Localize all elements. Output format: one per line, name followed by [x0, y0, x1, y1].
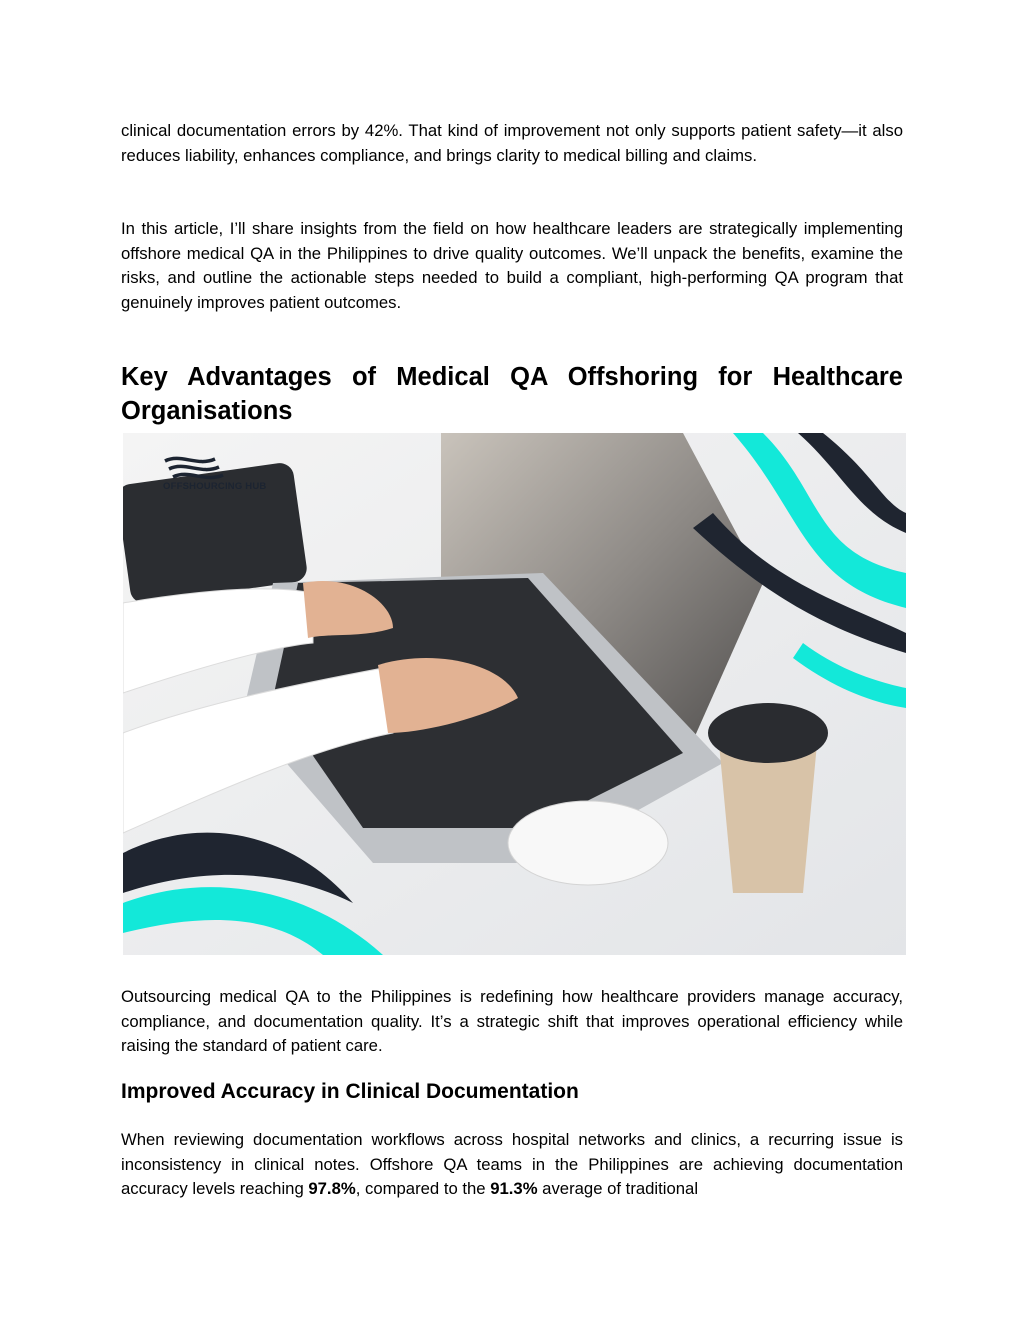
mouse-shape: [508, 801, 668, 885]
brand-logo-text: OFFSHOURCING HUB: [163, 481, 267, 492]
subsection-text-start: When reviewing documentation workflows across hospital networks and clinics, a recurring issue is inconsistency in clinical notes. Offshore QA teams in the Philippines are achieving documentation accuracy levels reaching: [121, 1130, 903, 1199]
intro-paragraph-1: clinical documentation errors by 42%. That kind of improvement not only supports patient safety—it also reduces liability, enhances compliance, and brings clarity to medical billing and claims.: [121, 121, 903, 165]
coffee-lid: [708, 703, 828, 763]
subsection-text-mid: , compared to the: [355, 1179, 491, 1199]
section-paragraph: Outsourcing medical QA to the Philippines is redefining how healthcare providers manage accuracy, compliance, and documentation quality. It’s a strategic shift that improves operational efficiency while raising the standard of patient care.: [121, 987, 903, 1056]
stat-offshore-accuracy: 97.8%: [308, 1179, 356, 1199]
subsection-paragraph: [121, 1128, 903, 1202]
article-image: [123, 433, 906, 955]
subsection-text-end: average of traditional: [537, 1179, 699, 1199]
laptop-desk-illustration: [123, 433, 906, 955]
subsection-heading: Improved Accuracy in Clinical Documentation: [121, 1080, 579, 1103]
section-heading: Key Advantages of Medical QA Offshoring for Healthcare Organisations: [121, 363, 903, 425]
intro-paragraph-2: In this article, I’ll share insights from the field on how healthcare leaders are strategically implementing offshore medical QA in the Philippines to drive quality outcomes. We’ll unpack the benefits, examine the risks, and outline the actionable steps needed to build a compliant, high-performing QA program that genuinely improves patient outcomes.: [121, 219, 903, 312]
stat-traditional-accuracy: 91.3%: [490, 1179, 538, 1199]
